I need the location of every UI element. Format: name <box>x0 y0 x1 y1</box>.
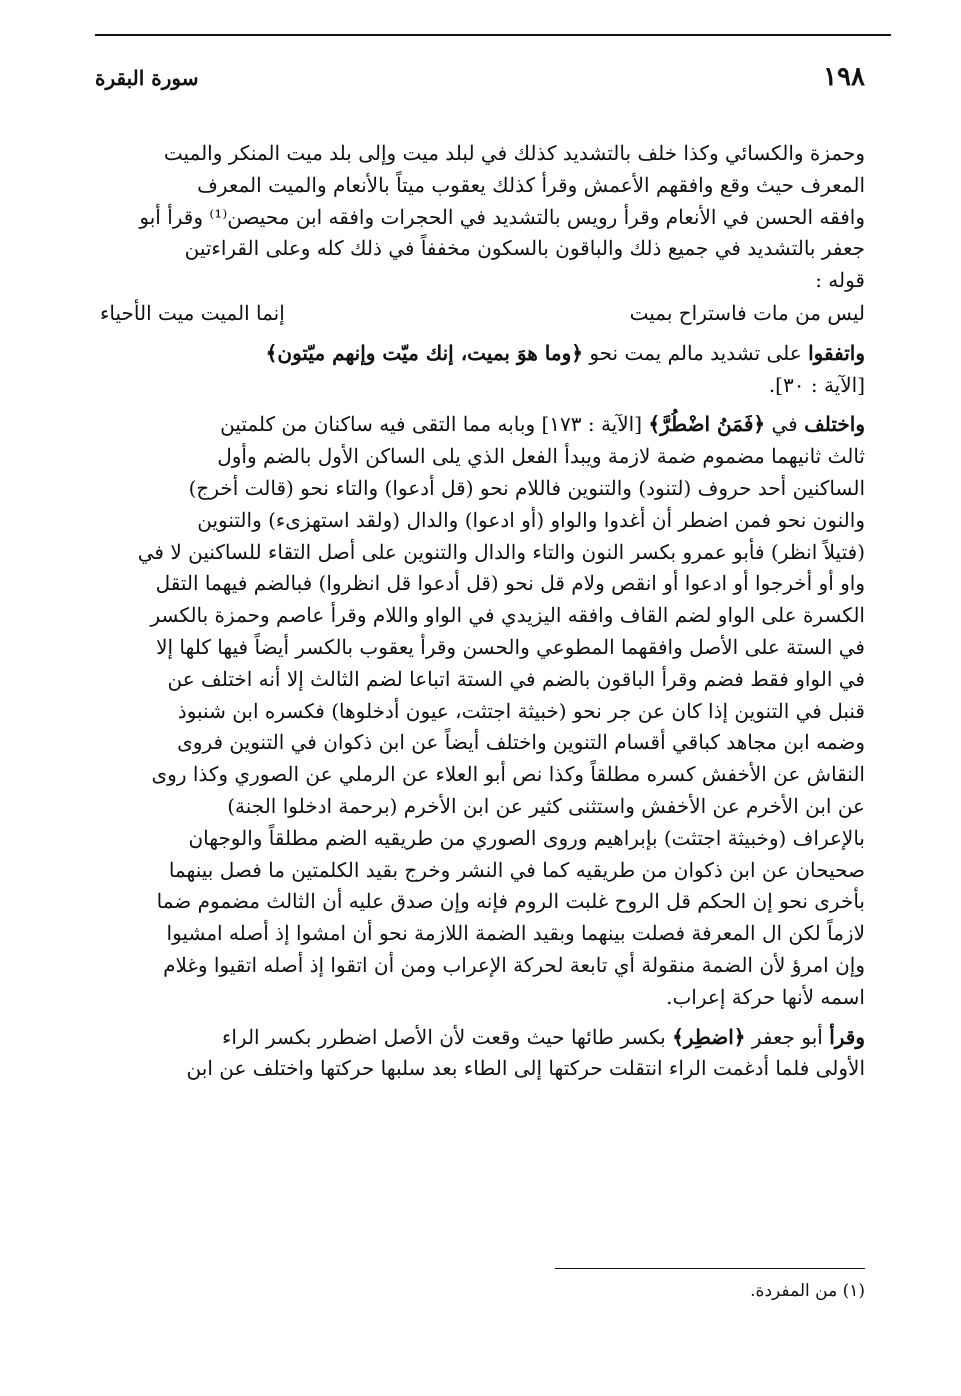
text-line <box>100 338 865 370</box>
text-segment: [الآية : ١٧٣] وبابه مما التقى فيه ساكنان من كلمتين <box>220 412 643 437</box>
text-line: عن ابن الأخرم عن الأخفش واستثنى كثير عن ابن الأخرم (برحمة ادخلوا الجنة) <box>227 793 865 818</box>
text-line: واو أو أخرجوا أو ادعوا أو انقص ولام قل نحو (قل أدعوا قل انظروا) فبالضم فيهما التقل <box>155 571 865 596</box>
text-line: [الآية : ٣٠]. <box>768 372 865 397</box>
paragraph-2 <box>100 338 865 402</box>
footnote-rule <box>555 1268 865 1269</box>
main-text <box>100 138 865 1085</box>
paragraph-1 <box>100 138 865 297</box>
text-line: النقاش عن الأخفش كسره مطلقاً وكذا نص أبو العلاء عن الرملي عن الصوري وكذا روى <box>151 762 865 787</box>
text-line: وحمزة والكسائي وكذا خلف بالتشديد كذلك في لبلد ميت وإلى بلد ميت المنكر والميت <box>163 141 865 165</box>
text-line: لازماً لكن ال المعرفة فصلت بينهما وبقيد الضمة اللازمة نحو أن امشوا إذ أصله امشيوا <box>166 921 865 946</box>
text-line: الساكنين أحد حروف (لتنود) والتنوين فاللام نحو (قل أدعوا) والتاء نحو (قالت أخرج) <box>188 475 865 500</box>
text-line: والنون نحو فمن اضطر أن أغدوا والواو (أو ادعوا) والدال (ولقد استهزىء) والتنوين <box>197 507 865 532</box>
text-segment: في <box>771 412 798 437</box>
text-line: وإن امرؤ لأن الضمة منقولة أي تابعة لحركة الإعراب ومن أن اتقوا إذ أصله اتقيوا وغلام <box>163 952 865 977</box>
text-segment: أبو جعفر <box>751 1024 823 1049</box>
paragraph-3 <box>100 409 865 1013</box>
text-line: بالإعراف (وخبيثة اجتثت) بإبراهيم وروى الصوري من طريقيه الضم مطلقاً والوجهان <box>188 825 865 850</box>
text-line: وافقه الحسن في الأنعام وقرأ رويس بالتشديد في الحجرات وافقه ابن محيصن⁽¹⁾ وقرأ أبو <box>139 204 865 229</box>
lead-word: وقرأ <box>829 1024 865 1049</box>
lead-word: واختلف <box>804 412 865 437</box>
text-line: الكسرة على الواو لضم القاف وافقه اليزيدي في الواو واللام وقرأ عاصم وحمزة بالكسر <box>150 603 865 628</box>
text-line: صحيحان عن ابن ذكوان من طريقيه كما في النشر وخرج بقيد الكلمتين ما فصل بينهما <box>168 857 865 882</box>
quran-quote: ﴿اضطِر﴾ <box>672 1024 746 1049</box>
poetry-verse <box>100 298 865 330</box>
text-line: ثالث ثانيهما مضموم ضمة لازمة ويبدأ الفعل الذي يلى الساكن الأول بالضم وأول <box>217 444 865 469</box>
text-line: في الواو فقط فضم وقرأ الباقون بالضم في الستة اتباعا لضم الثالث إلا أنه اختلف عن <box>167 666 865 691</box>
surah-title: سورة البقرة <box>95 66 199 90</box>
quran-quote: ﴿وما هوَ بميت، إنك ميّت وإنهم ميّتون﴾ <box>265 340 583 365</box>
text-line <box>100 409 865 441</box>
page-number: ١٩٨ <box>823 62 865 92</box>
text-line: في الستة على الأصل وافقهما المطوعي والحسن وقرأ يعقوب بالكسر أيضاً فيها كلها إلا <box>156 634 865 659</box>
text-line: وضمه ابن مجاهد كباقي أقسام التنوين واختلف أيضاً عن ابن ذكوان في التنوين فروى <box>177 730 865 755</box>
text-line: (فتيلاً انظر) فأبو عمرو بكسر النون والتاء والدال والتنوين على أصل التقاء للساكنين لا في <box>137 539 865 564</box>
footnote: (١) من المفردة. <box>750 1281 865 1301</box>
text-line: جعفر بالتشديد في جميع ذلك والباقون بالسكون مخففاً في ذلك كله وعلى القراءتين <box>184 236 865 261</box>
text-line <box>100 1022 865 1054</box>
text-line: قنبل في التنوين إذا كان عن جر نحو (خبيثة اجتثت، عيون أدخلوها) فكسره ابن شنبوذ <box>177 698 865 723</box>
verse-second-hemistich: إنما الميت ميت الأحياء <box>100 300 285 325</box>
text-line: قوله : <box>815 268 865 293</box>
text-line: بأخرى نحو إن الحكم قل الروح غلبت الروم فإنه وإن صدق عليه أن الثالث مضموم ضما <box>156 889 865 914</box>
text-line: اسمه لأنها حركة إعراب. <box>666 984 865 1009</box>
text-line: الأولى فلما أدغمت الراء انتقلت حركتها إلى الطاء بعد سلبها حركتها واختلف عن ابن <box>186 1056 865 1081</box>
text-line: المعرف حيث وقع وافقهم الأعمش وقرأ كذلك يعقوب ميتاً بالأنعام والميت المعرف <box>197 172 865 197</box>
header-rule <box>95 34 891 36</box>
lead-word: واتفقوا <box>808 340 865 365</box>
verse-first-hemistich: ليس من مات فاستراح بميت <box>629 300 865 325</box>
paragraph-4 <box>100 1022 865 1086</box>
text-segment: على تشديد مالم يمت نحو <box>589 340 802 365</box>
quran-quote: ﴿فَمَنُ اضْطُرَّ﴾ <box>648 412 766 437</box>
page-header <box>95 58 865 98</box>
text-segment: بكسر طائها حيث وقعت لأن الأصل اضطرر بكسر الراء <box>221 1024 666 1049</box>
